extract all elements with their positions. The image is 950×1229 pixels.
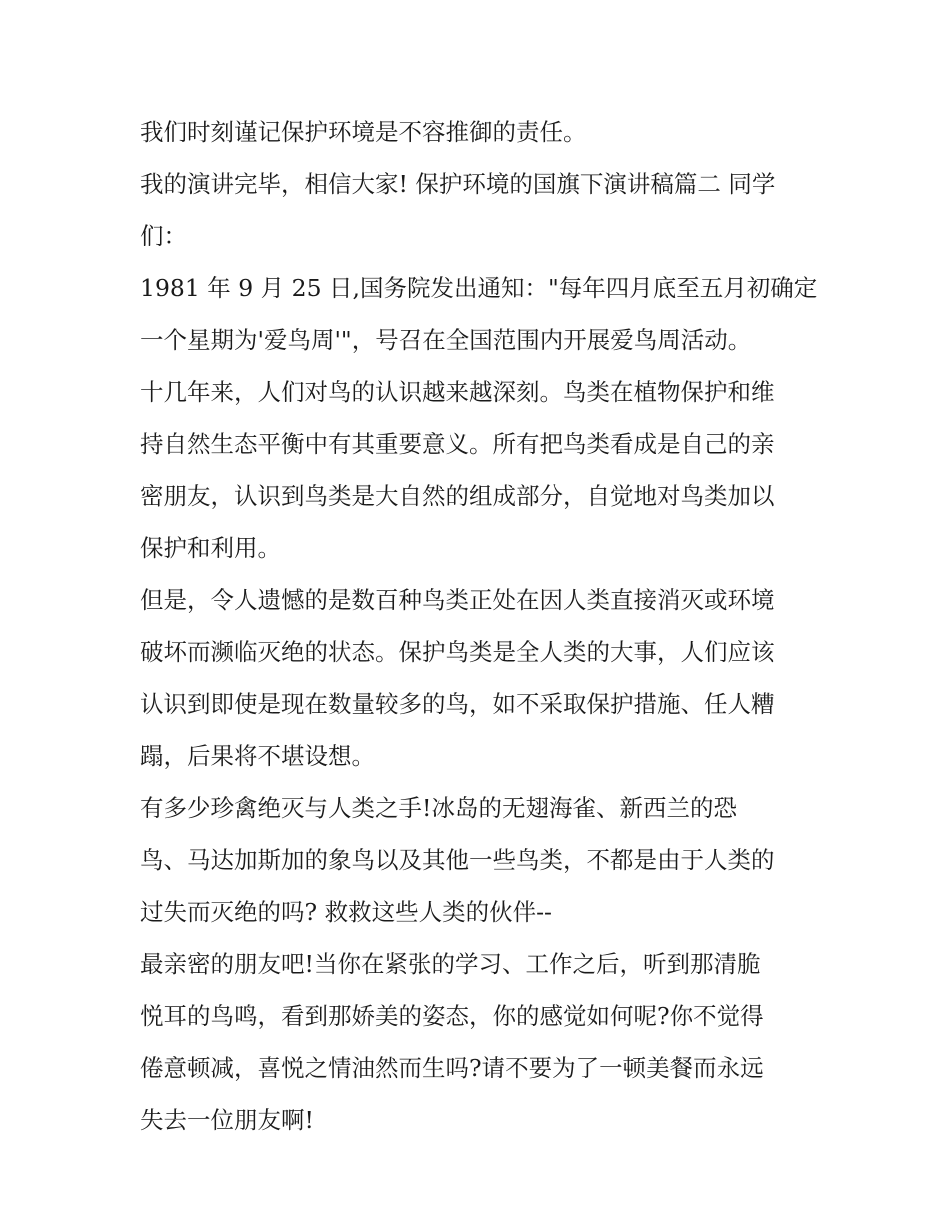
text-line: 一个星期为'爱鸟周'"，号召在全国范围内开展爱鸟周活动。: [140, 326, 752, 354]
text-line: 我的演讲完毕，相信大家! 保护环境的国旗下演讲稿篇二 同学: [140, 170, 776, 198]
text-line: 认识到即使是现在数量较多的鸟，如不采取保护措施、任人糟: [140, 690, 775, 718]
text-line: 倦意顿减，喜悦之情油然而生吗?请不要为了一顿美餐而永远: [140, 1054, 764, 1082]
text-line: 蹋，后果将不堪设想。: [140, 742, 375, 770]
text-line: 鸟、马达加斯加的象鸟以及其他一些鸟类，不都是由于人类的: [140, 846, 775, 874]
text-line: 我们时刻谨记保护环境是不容推御的责任。: [140, 118, 587, 146]
text-line: 失去一位朋友啊!: [140, 1106, 314, 1134]
text-line: 十几年来，人们对鸟的认识越来越深刻。鸟类在植物保护和维: [140, 378, 775, 406]
text-line: 破坏而濒临灭绝的状态。保护鸟类是全人类的大事，人们应该: [140, 638, 775, 666]
document-body: [140, 106, 820, 1146]
text-line: 密朋友，认识到鸟类是大自然的组成部分，自觉地对鸟类加以: [140, 482, 775, 510]
text-line: 们：: [140, 222, 187, 250]
text-line: 1981 年 9 月 25 日,国务院发出通知："每年四月底至五月初确定: [140, 274, 818, 302]
text-line: 过失而灭绝的吗? 救救这些人类的伙伴--: [140, 898, 552, 926]
text-line: 持自然生态平衡中有其重要意义。所有把鸟类看成是自己的亲: [140, 430, 775, 458]
text-line: 但是，令人遗憾的是数百种鸟类正处在因人类直接消灭或环境: [140, 586, 775, 614]
text-line: 保护和利用。: [140, 534, 281, 562]
text-line: 悦耳的鸟鸣，看到那娇美的姿态，你的感觉如何呢?你不觉得: [140, 1002, 764, 1030]
text-line: 有多少珍禽绝灭与人类之手!冰岛的无翅海雀、新西兰的恐: [140, 794, 737, 822]
text-line: 最亲密的朋友吧!当你在紧张的学习、工作之后，听到那清脆: [140, 950, 761, 978]
